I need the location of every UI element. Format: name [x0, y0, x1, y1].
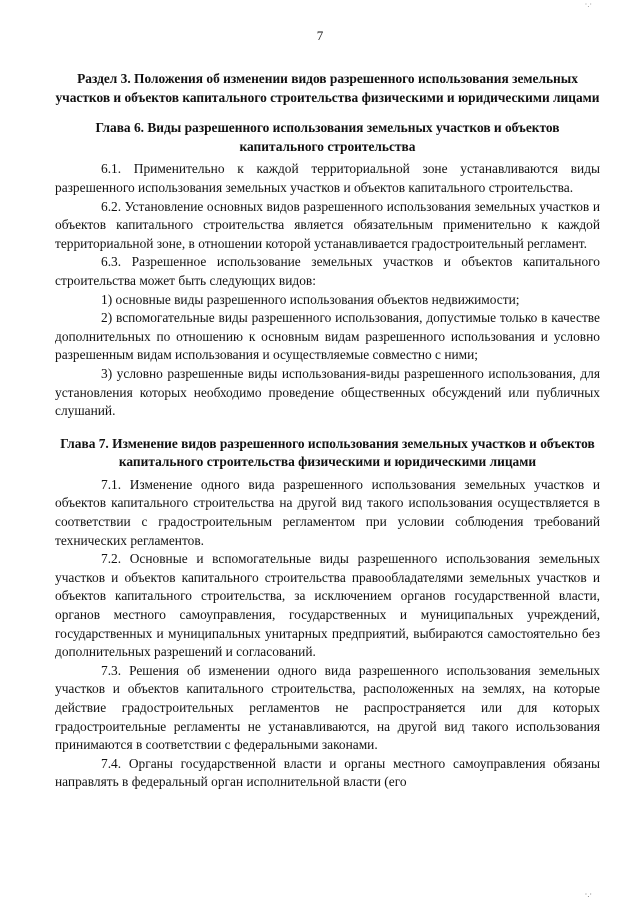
chapter-7-title: Глава 7. Изменение видов разрешенного использования земельных участков и объектов капитального строительства физическими и юридическими лицами	[60, 435, 595, 470]
paragraph-6-2: 6.2. Установление основных видов разрешенного использования земельных участков и объектов капитального строительства является обязательным применительно к каждой территориальной зоне, в отношении которой устанавливается градостроительный регламент.	[55, 198, 600, 251]
paragraph-7-2: 7.2. Основные и вспомогательные виды разрешенного использования земельных участков и объектов капитального строительства правообладателями земельных участков и объектов капитального строительства, за исключением органов государственной власти, органов местного самоуправления, государственных и муниципальных учреждений, государственных и муниципальных унитарных предприятий, выбираются самостоятельно без дополнительных разрешений и согласований.	[55, 551, 600, 660]
paragraph-6-3: 6.3. Разрешенное использование земельных участков и объектов капитального строительства может быть следующих видов:	[55, 254, 600, 288]
section-title: Раздел 3. Положения об изменении видов разрешенного использования земельных участков и объектов капитального строительства физическими и юридическими лицами	[55, 71, 600, 105]
paragraph-7-4: 7.4. Органы государственной власти и органы местного самоуправления обязаны направлять в федеральный орган исполнительной власти (его	[55, 755, 600, 790]
paragraph-7-1: 7.1. Изменение одного вида разрешенного использования земельных участков и объектов капитального строительства на другой вид такого использования осуществляется в соответствии с градостроительным регламентом при условии соблюдения требований технических регламентов.	[55, 476, 600, 548]
scan-mark: ·.·	[584, 0, 592, 9]
chapter-6-title: Глава 6. Виды разрешенного использования земельных участков и объектов капитального строительства	[95, 120, 560, 154]
paragraph-6-1: 6.1. Применительно к каждой территориальной зоне устанавливаются виды разрешенного использования земельных участков и объектов капитального строительства.	[55, 161, 600, 195]
list-item-3: 3) условно разрешенные виды использования-виды разрешенного использования, для установления которых необходимо проведение общественных обсуждений или публичных слушаний.	[55, 365, 600, 419]
scan-mark-bottom: ·.·	[584, 890, 592, 899]
list-item-2: 2) вспомогательные виды разрешенного использования, допустимые только в качестве дополнительных по отношению к основным видам разрешенного использования и условно разрешенным видам использования и осуществляемые совместно с ними;	[55, 310, 600, 363]
document-body	[55, 70, 600, 792]
paragraph-7-3: 7.3. Решения об изменении одного вида разрешенного использования земельных участков и объектов капитального строительства, расположенных на землях, на которые действие градостроительных регламентов не распространяется или для которых градостроительные регламенты не устанавливаются, на другой вид такого использования принимаются в соответствии с федеральными законами.	[55, 662, 600, 753]
page-number: 7	[316, 28, 324, 43]
list-item-1: 1) основные виды разрешенного использования объектов недвижимости;	[101, 291, 520, 307]
